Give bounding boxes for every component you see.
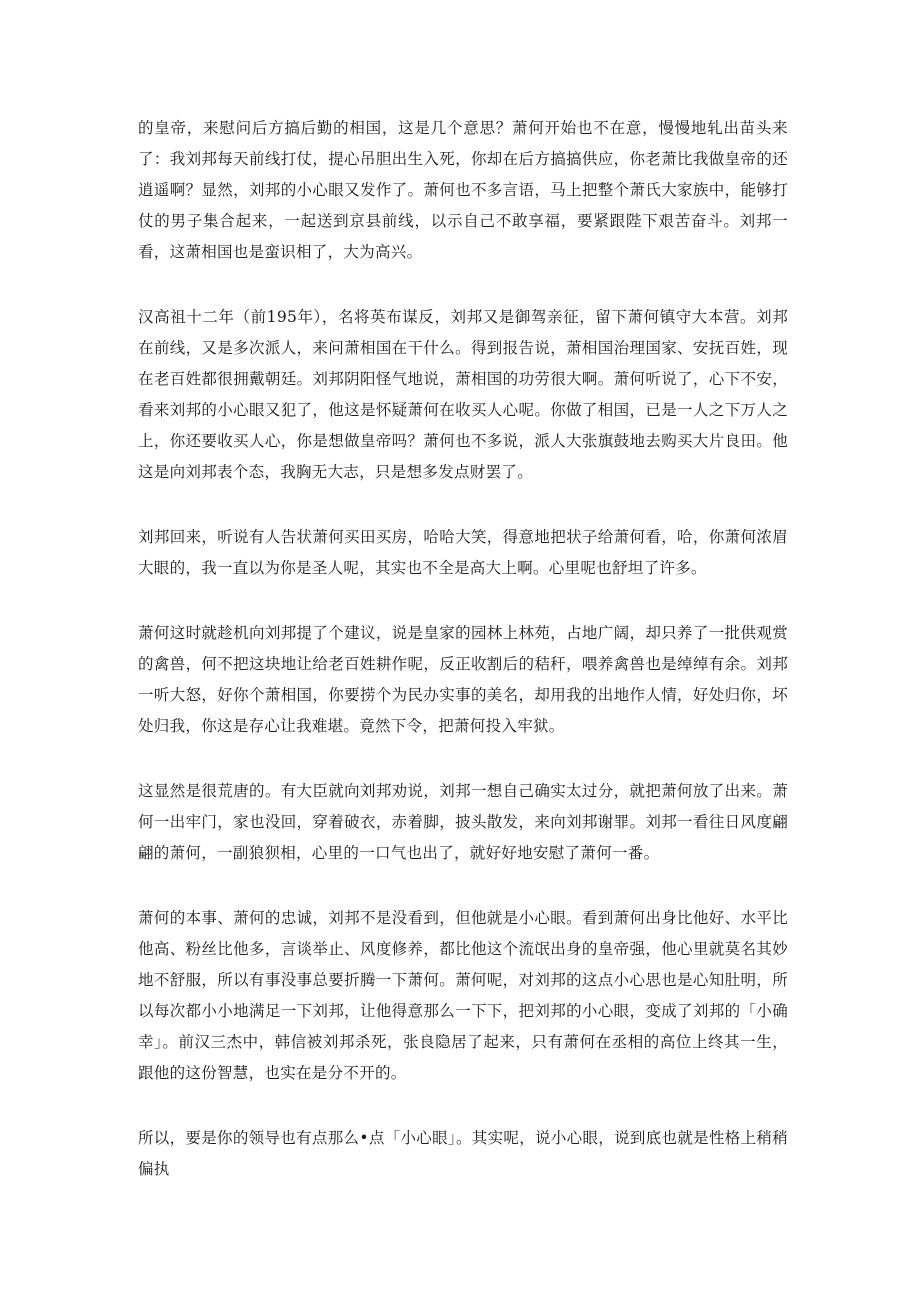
paragraph-3: 刘邦回来，听说有人告状萧何买田买房，哈哈大笑，得意地把状子给萧何看，哈，你萧何浓眉大眼的，我一直以为你是圣人呢，其实也不全是高大上啊。心里呢也舒坦了许多。 [138,528,788,577]
paragraph-7: 所以，要是你的领导也有点那么•点「小心眼」。其实呢，说小心眼，说到底也就是性格上稍稍偏执 [138,1129,788,1178]
paragraph-4: 萧何这时就趁机向刘邦提了个建议，说是皇家的园林上林苑，占地广阔，却只养了一批供观赏的禽兽，何不把这块地让给老百姓耕作呢，反正收割后的秸秆，喂养禽兽也是绰绰有余。刘邦一听大怒，好你个萧相国，你要捞个为民办实事的美名，却用我的出地作人情，好处归你，坏处归我，你这是存心让我难堪。竟然下令，把萧何投入牢狱。 [138,624,788,735]
paragraph-6: 萧何的本事、萧何的忠诚，刘邦不是没看到，但他就是小心眼。看到萧何出身比他好、水平比他高、粉丝比他多，言谈举止、风度修养，都比他这个流氓出身的皇帝强，他心里就莫名其妙地不舒服，所以有事没事总要折腾一下萧何。萧何呢，对刘邦的这点小心思也是心知肚明，所以每次都小小地满足一下刘邦，让他得意那么一下下，把刘邦的小心眼，变成了刘邦的「小确幸」。前汉三杰中，韩信被刘邦杀死，张良隐居了起来，只有萧何在丞相的高位上终其一生，跟他的这份智慧，也实在是分不开的。 [138,909,788,1082]
document-page [138,113,788,1219]
paragraph-1: 的皇帝，来慰问后方搞后勤的相国，这是几个意思？萧何开始也不在意，慢慢地轧出苗头来了：我刘邦每天前线打仗，提心吊胆出生入死，你却在后方搞搞供应，你老萧比我做皇帝的还逍遥啊？显然，刘邦的小心眼又发作了。萧何也不多言语，马上把整个萧氏大家族中，能够打仗的男子集合起来，一起送到京县前线，以示自己不敢享福，要紧跟陛下艰苦奋斗。刘邦一看，这萧相国也是蛮识相了，大为高兴。 [138,119,788,261]
paragraph-5: 这显然是很荒唐的。有大臣就向刘邦劝说，刘邦一想自己确实太过分，就把萧何放了出来。萧何一出牢门，家也没回，穿着破衣，赤着脚，披头散发，来向刘邦谢罪。刘邦一看往日风度翩翩的萧何，一副狼狈相，心里的一口气也出了，就好好地安慰了萧何一番。 [138,782,788,862]
paragraph-2: 汉高祖十二年（前195年），名将英布谋反，刘邦又是御驾亲征，留下萧何镇守大本营。刘邦在前线，又是多次派人，来问萧相国在干什么。得到报告说，萧相国治理国家、安抚百姓，现在老百姓都很拥戴朝廷。刘邦阴阳怪气地说，萧相国的功劳很大啊。萧何听说了，心下不安，看来刘邦的小心眼又犯了，他这是怀疑萧何在收买人心呢。你做了相国，已是一人之下万人之上，你还要收买人心，你是想做皇帝吗？萧何也不多说，派人大张旗鼓地去购买大片良田。他这是向刘邦表个态，我胸无大志，只是想多发点财罢了。 [138,308,788,481]
